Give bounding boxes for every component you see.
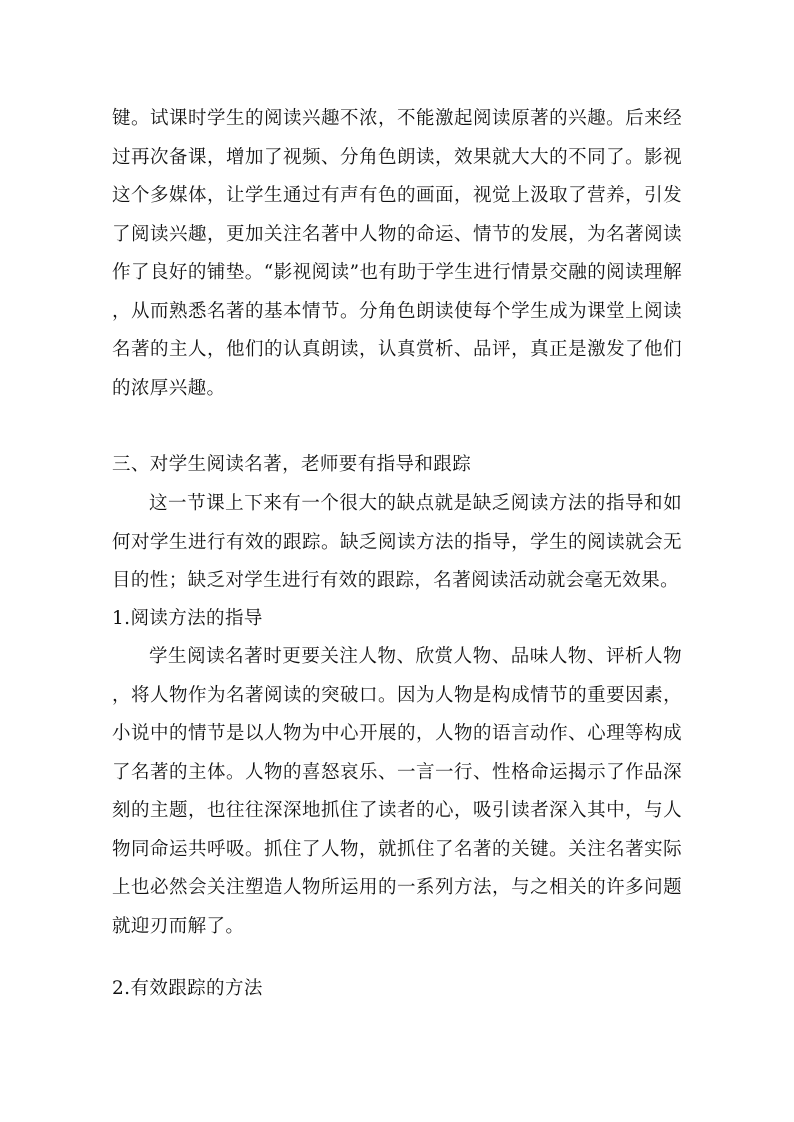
paragraph-text: 学生阅读名著时更要关注人物、欣赏人物、品味人物、评析人物，将人物作为名著阅读的突破口。因为人物是构成情节的重要因素，小说中的情节是以人物为中心开展的，人物的语言动作、心理等构成了名著的主体。人物的喜怒哀乐、一言一行、性格命运揭示了作品深刻的主题，也往往深深地抓住了读者的心，吸引读者深入其中，与人物同命运共呼吸。抓住了人物，就抓住了名著的关键。关注名著实际上也必然会关注塑造人物所运用的一系列方法，与之相关的许多问题就迎刃而解了。 [112,646,682,937]
paragraph-continuation [112,100,682,408]
paragraph-text: 键。试课时学生的阅读兴趣不浓，不能激起阅读原著的兴趣。后来经过再次备课，增加了视频、分角色朗读，效果就大大的不同了。影视这个多媒体，让学生通过有声有色的画面，视觉上汲取了营养，引发了阅读兴趣，更加关注名著中人物的命运、情节的发展，为名著阅读作了良好的铺垫。“影视阅读”也有助于学生进行情景交融的阅读理解，从而熟悉名著的基本情节。分角色朗读使每个学生成为课堂上阅读名著的主人，他们的认真朗读，认真赏析、品评，真正是激发了他们的浓厚兴趣。 [112,108,682,399]
paragraph-section-intro [112,485,682,601]
paragraph-text: 这一节课上下来有一个很大的缺点就是缺乏阅读方法的指导和如何对学生进行有效的跟踪。缺乏阅读方法的指导，学生的阅读就会无目的性；缺乏对学生进行有效的跟踪，名著阅读活动就会毫无效果。 [112,493,682,591]
paragraph-reading-method [112,638,682,946]
subsection-heading-tracking-method: 2.有效跟踪的方法 [112,978,263,999]
section-heading: 三、对学生阅读名著，老师要有指导和跟踪 [112,454,472,475]
subsection-heading-reading-method: 1.阅读方法的指导 [112,608,263,629]
